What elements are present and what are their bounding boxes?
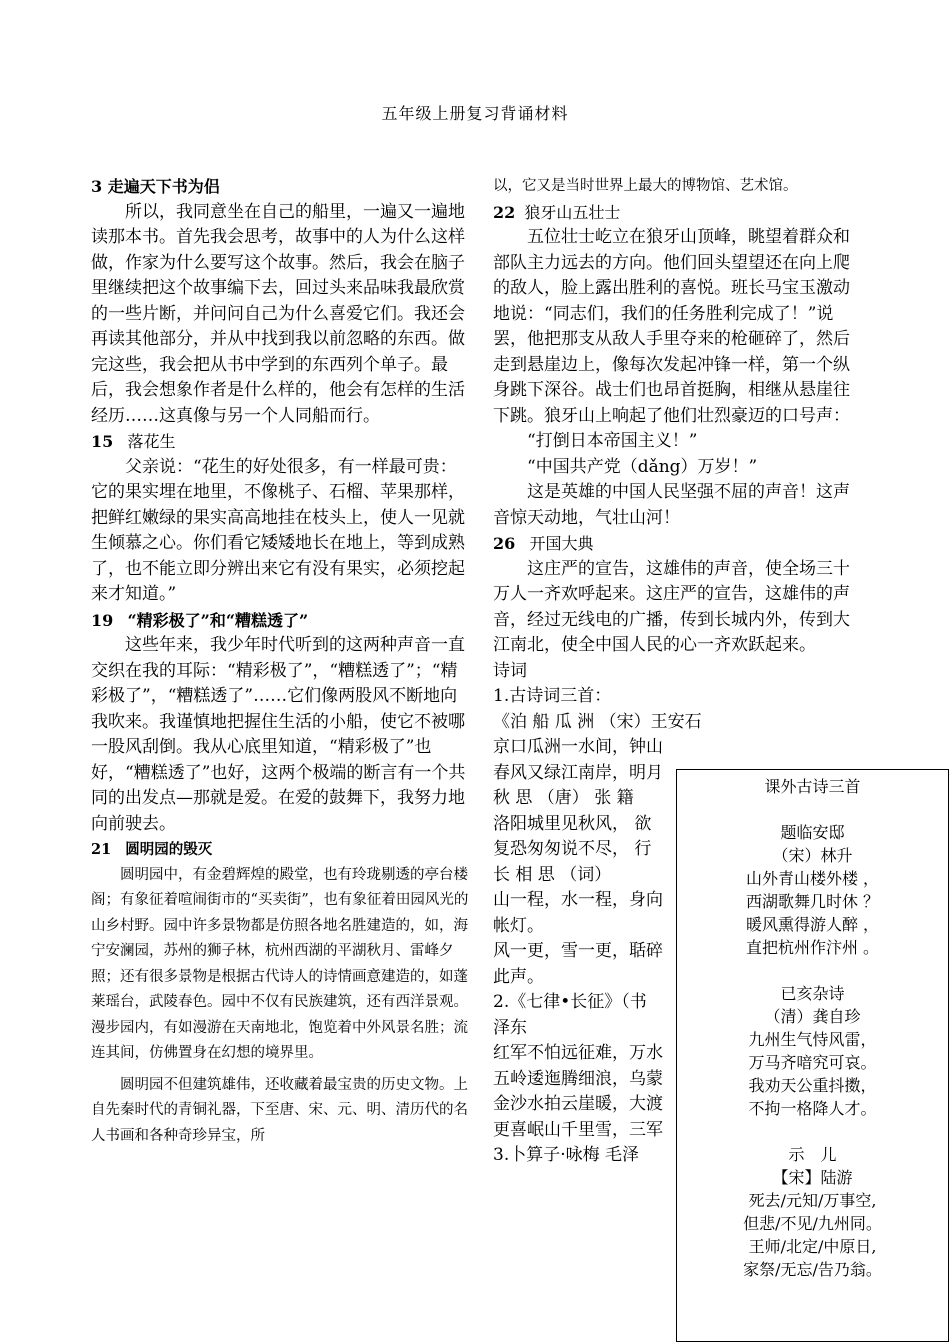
poem-lin-sheng <box>677 821 948 959</box>
section-paragraph: 这些年来，我少年时代听到的这两种声音一直交织在我的耳际：“精彩极了”，“糟糕透了”；“精彩极了”，“糟糕透了”……它们像两股风不断地向我吹来。我谨慎地把握住生活的小船，使它不被哪一股风刮倒。我从心底里知道，“精彩极了”也好，“糟糕透了”也好，这两个极端的断言有一个共同的出发点—那就是爱。在爱的鼓舞下，我努力地向前驶去。 <box>91 635 466 834</box>
poem-author: （宋）林升 <box>772 846 853 865</box>
poetry-line: 复恐匆匆说不尽， 行 <box>493 839 652 859</box>
left-column <box>91 174 473 1149</box>
poem-author: 【宋】陆游 <box>772 1168 853 1187</box>
section-title: 圆明园的毁灭 <box>125 841 213 858</box>
poetry-line: 红军不怕远征难，万水 <box>493 1043 663 1063</box>
poetry-line: 3.卜算子·咏梅 毛泽 <box>493 1145 640 1165</box>
section-heading <box>91 429 473 455</box>
quote-line: “中国共产党（dǎng）万岁！” <box>527 456 758 477</box>
section-title: 狼牙山五壮士 <box>524 202 621 222</box>
poetry-line: 金沙水拍云崖暖，大渡 <box>493 1094 663 1114</box>
poem-line: 山外青山楼外楼 ， <box>745 869 880 888</box>
section-title: “精彩极了”和“糟糕透了” <box>127 610 309 630</box>
section-paragraph: 五位壮士屹立在狼牙山顶峰，眺望着群众和部队主力远去的方向。他们回头望望还在向上爬的敌人，脸上露出胜利的喜悦。班长马宝玉激动地说：“同志们，我们的任务胜利完成了！”说罢，他把那支从敌人手里夺来的枪砸碎了，然后走到悬崖边上，像每次发起冲锋一样，第一个纵身跳下深谷。战士们也昂首挺胸，相继从悬崖往下跳。狼牙山上响起了他们壮烈豪迈的口号声： <box>493 227 850 426</box>
box-title: 课外古诗三首 <box>764 777 861 796</box>
poetry-line: 春风又绿江南岸，明月 <box>493 762 663 783</box>
poetry-line: 五岭逶迤腾细浪，乌蒙 <box>493 1068 663 1089</box>
poetry-line: 《泊 船 瓜 洲 （宋）王安石 <box>493 711 702 732</box>
poetry-line: 秋 思 （唐） 张 籍 <box>493 788 634 808</box>
section-heading <box>493 200 863 226</box>
poetry-line: 1.古诗词三首： <box>493 686 612 706</box>
section-heading: 3 走遍天下书为侣 <box>91 177 220 196</box>
section-paragraph: 圆明园不但建筑雄伟，还收藏着最宝贵的历史文物。上自先秦时代的青铜礼器，下至唐、宋、元、明、清历代的名人书画和各种奇珍异宝，所 <box>91 1076 468 1144</box>
poem-author: （清）龚自珍 <box>764 1007 861 1026</box>
poetry-line: 山一程，水一程，身向 <box>493 890 663 910</box>
continuation-text: 以，它又是当时世界上最大的博物馆、艺术馆。 <box>493 178 798 194</box>
poetry-line: 此声。 <box>493 966 544 987</box>
section-paragraph: 圆明园中，有金碧辉煌的殿堂，也有玲珑剔透的亭台楼阁；有象征着喧闹街市的“买卖街”，也有象征着田园风光的山乡村野。园中许多景物都是仿照各地名胜建造的，如，海宁安澜园，苏州的狮子林，杭州西湖的平湖秋月、雷峰夕照；还有很多景物是根据古代诗人的诗情画意建造的，如蓬莱瑶台，武陵春色。园中不仅有民族建筑，还有西洋景观。漫步园内，有如漫游在天南地北，饱览着中外风景名胜；流连其间，仿佛置身在幻想的境界里。 <box>91 866 469 1061</box>
poem-line: 王师/北定/中原日, <box>748 1237 877 1256</box>
poem-line: 我劝天公重抖擞， <box>748 1076 877 1095</box>
poetry-line: 帐灯。 <box>493 915 544 936</box>
section-heading <box>91 837 473 863</box>
section-paragraph: 父亲说：“花生的好处很多，有一样最可贵：它的果实埋在地里，不像桃子、石榴、苹果那样，把鲜红嫩绿的果实高高地挂在枝头上，使人一见就生倾慕之心。你们看它矮矮地长在地上，等到成熟了，也不能立即分辨出来它有没有果实，必须挖起来才知道。” <box>91 456 465 604</box>
section-title: 落花生 <box>127 432 176 451</box>
poetry-line: 泽东 <box>493 1017 527 1038</box>
poetry-line: 长 相 思 （词） <box>493 864 612 885</box>
section-heading <box>493 531 863 557</box>
section-heading <box>91 608 473 634</box>
poem-title: 已亥杂诗 <box>780 984 845 1003</box>
section-number: 22 <box>493 202 516 222</box>
poetry-heading: 诗词 <box>493 660 527 681</box>
poem-line: 暖风熏得游人醉 ， <box>745 915 880 934</box>
poetry-line: 京口瓜洲一水间，钟山 <box>493 737 663 757</box>
poem-lu-you <box>677 1143 948 1281</box>
section-number: 26 <box>493 534 516 553</box>
page-title: 五年级上册复习背诵材料 <box>381 104 569 123</box>
poetry-line: 更喜岷山千里雪，三军 <box>493 1119 663 1140</box>
quote-line: “打倒日本帝国主义！” <box>527 431 698 451</box>
poem-line: 家祭/无忘/告乃翁。 <box>743 1260 882 1279</box>
poem-line: 不拘一格降人才。 <box>748 1099 877 1118</box>
poetry-line: 风一更，雪一更，聒碎 <box>493 941 663 961</box>
extra-poems-box <box>676 769 949 1342</box>
poetry-line: 2.《七律•长征》（书 <box>493 992 647 1012</box>
section-number: 19 <box>91 610 114 630</box>
section-paragraph: 这庄严的宣告，这雄伟的声音，使全场三十万人一齐欢呼起来。这庄严的宣告，这雄伟的声音，经过无线电的广播，传到长城内外，传到大江南北，使全中国人民的心一齐欢跃起来。 <box>493 558 850 655</box>
poem-line: 万马齐喑究可哀。 <box>748 1053 877 1072</box>
poem-line: 九州生气恃风雷， <box>748 1030 877 1049</box>
section-title: 开国大典 <box>529 534 594 553</box>
poetry-line: 洛阳城里见秋风， 欲 <box>493 813 652 834</box>
section-paragraph: 这是英雄的中国人民坚强不屈的声音！这声音惊天动地，气壮山河！ <box>493 482 850 528</box>
section-paragraph: 所以，我同意坐在自己的船里，一遍又一遍地读那本书。首先我会思考，故事中的人为什么这样做，作家为什么要写这个故事。然后，我会在脑子里继续把这个故事编下去，回过头来品味我最欣赏的一些片断，并问问自己为什么喜爱它们。我还会再读其他部分，并从中找到我以前忽略的东西。做完这些，我会把从书中学到的东西列个单子。最后，我会想象作者是什么样的，他会有怎样的生活经历……这真像与另一个人同船而行。 <box>91 201 465 426</box>
poem-gong-zizhen <box>677 982 948 1120</box>
poem-title: 示 儿 <box>788 1145 837 1164</box>
section-number: 21 <box>91 841 112 858</box>
poem-line: 但悲/不见/九州同。 <box>743 1214 882 1233</box>
poem-line: 直把杭州作汴州 。 <box>745 938 880 957</box>
poem-line: 死去/元知/万事空, <box>748 1191 877 1210</box>
section-number: 15 <box>91 432 114 451</box>
poem-title: 题临安邸 <box>780 823 845 842</box>
poem-line: 西湖歌舞几时休 ？ <box>745 892 880 911</box>
